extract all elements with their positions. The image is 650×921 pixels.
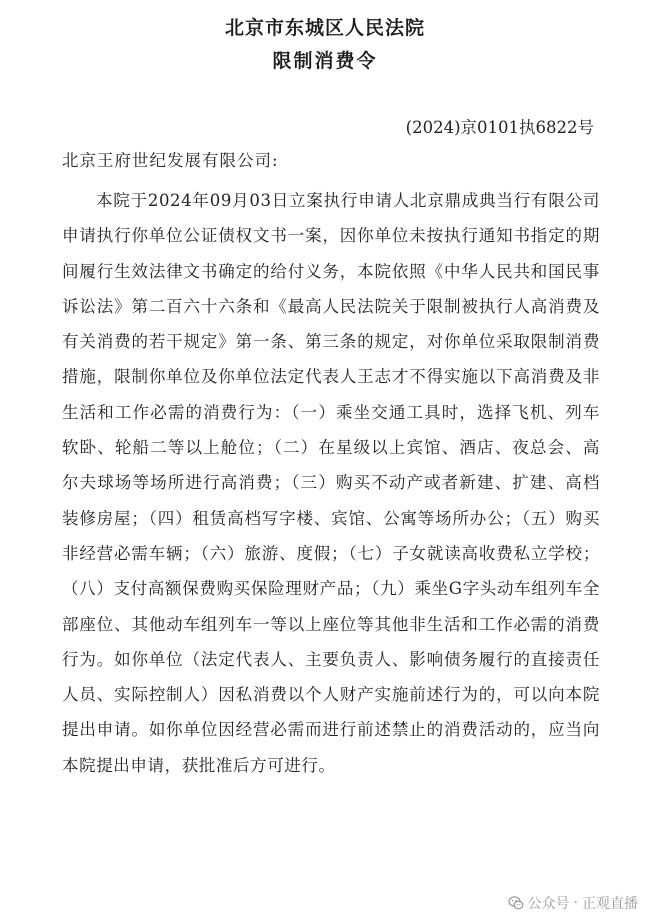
watermark-right-text: 正观直播	[582, 896, 638, 912]
body-paragraph: 本院于2024年09月03日立案执行申请人北京鼎成典当行有限公司申请执行你单位公证债权文书一案，因你单位未按执行通知书指定的期间履行生效法律文书确定的给付义务，本院依照《中华人民共和国民事诉讼法》第二百六十六条和《最高人民法院关于限制被执行人高消费及有关消费的若干规定》第一条、第三条的规定，对你单位采取限制消费措施，限制你单位及你单位法定代表人王志才不得实施以下高消费及非生活和工作必需的消费行为：（一）乘坐交通工具时，选择飞机、列车软卧、轮船二等以上舱位；（二）在星级以上宾馆、酒店、夜总会、高尔夫球场等场所进行高消费；（三）购买不动产或者新建、扩建、高档装修房屋；（四）租赁高档写字楼、宾馆、公寓等场所办公；（五）购买非经营必需车辆；（六）旅游、度假；（七）子女就读高收费私立学校；（八）支付高额保费购买保险理财产品；（九）乘坐G字头动车组列车全部座位、其他动车组列车一等以上座位等其他非生活和工作必需的消费行为。如你单位（法定代表人、主要负责人、影响债务履行的直接责任人员、实际控制人）因私消费以个人财产实施前述行为的，可以向本院提出申请。如你单位因经营必需而进行前述禁止的消费活动的，应当向本院提出申请，获批准后方可进行。	[62, 191, 600, 775]
case-number: (2024)京0101执6822号	[405, 118, 594, 137]
addressee: 北京王府世纪发展有限公司:	[62, 151, 279, 170]
wechat-icon	[508, 895, 524, 911]
watermark-left-text: 公众号	[527, 896, 570, 912]
document-title: 限制消费令	[272, 50, 378, 72]
watermark-separator: ·	[573, 895, 578, 911]
watermark	[504, 891, 642, 915]
court-name: 北京市东城区人民法院	[224, 17, 425, 39]
